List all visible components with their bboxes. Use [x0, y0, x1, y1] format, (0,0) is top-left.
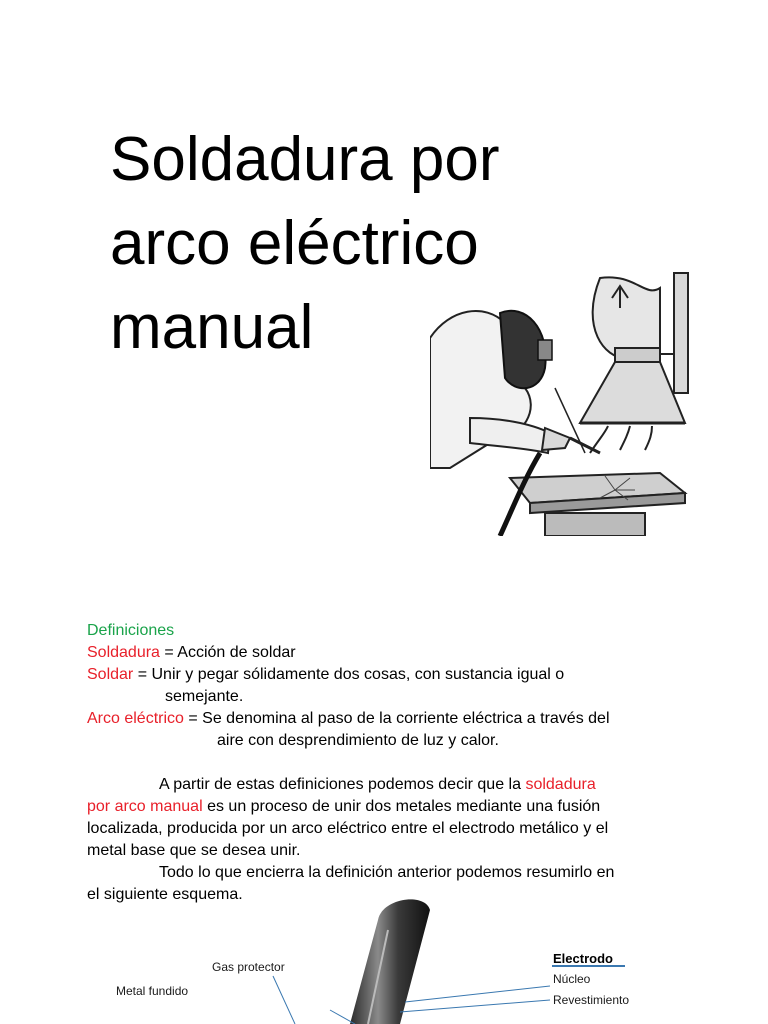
def-soldar: = Unir y pegar sólidamente dos cosas, con sustancia igual o [133, 666, 565, 683]
label-metal-fundido: Metal fundido [116, 984, 189, 998]
def-soldar-cont: semejante. [165, 688, 244, 705]
label-revestimiento: Revestimiento [553, 993, 630, 1007]
def-arco-cont: aire con desprendimiento de luz y calor. [217, 732, 499, 749]
def-soldadura: = Acción de soldar [159, 644, 296, 661]
paragraph-start: A partir de estas definiciones podemos decir que la [159, 776, 526, 793]
definition-arco [87, 708, 727, 730]
term-arco: Arco eléctrico [87, 710, 184, 727]
paragraph-line-1 [87, 774, 727, 796]
paragraph2-line-2: el siguiente esquema. [87, 886, 243, 903]
definition-soldadura [87, 642, 727, 664]
paragraph-highlight-a: soldadura [525, 776, 596, 793]
title-line-2: arco eléctrico [110, 209, 479, 278]
label-nucleo: Núcleo [553, 972, 591, 986]
paragraph-line-4: metal base que se desea unir. [87, 842, 301, 859]
spacer [87, 752, 727, 774]
term-soldadura: Soldadura [87, 644, 160, 661]
definitions-heading: Definiciones [87, 622, 175, 639]
welder-illustration-icon [430, 268, 700, 536]
paragraph-line-2 [87, 796, 727, 818]
label-gas-protector: Gas protector [212, 960, 285, 974]
paragraph2-line-1: Todo lo que encierra la definición anterior podemos resumirlo en [159, 864, 615, 881]
paragraph-line-3: localizada, producida por un arco eléctrico entre el electrodo metálico y el [87, 820, 609, 837]
title-line-3: manual [110, 293, 314, 362]
label-electrodo: Electrodo [553, 951, 613, 966]
term-soldar: Soldar [87, 666, 134, 683]
definitions-block [87, 620, 727, 906]
electrode-diagram [100, 890, 680, 1024]
paragraph-after: es un proceso de unir dos metales mediante una fusión [202, 798, 601, 815]
def-arco: = Se denomina al paso de la corriente eléctrica a través del [183, 710, 610, 727]
paragraph-highlight-b: por arco manual [87, 798, 203, 815]
title-line-1: Soldadura por [110, 125, 500, 194]
definition-soldar [87, 664, 727, 686]
